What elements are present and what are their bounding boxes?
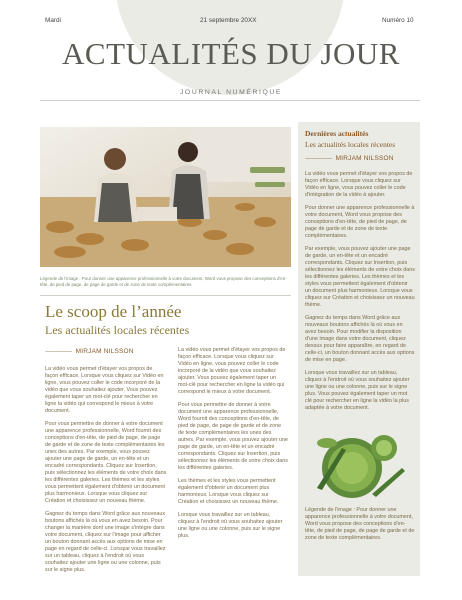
newspaper-subtitle: JOURNAL NUMÉRIQUE xyxy=(179,89,283,96)
sidebar-byline xyxy=(305,155,394,162)
byline-author: MIRJAM NILSSON xyxy=(75,348,134,355)
article-divider xyxy=(40,295,291,296)
masthead-divider xyxy=(40,100,420,101)
article-column-2 xyxy=(178,347,288,546)
newspaper-title: ACTUALITÉS DU JOUR xyxy=(62,36,400,71)
sidebar-paragraph: La vidéo vous permet d'étayer vos propos de façon efficace. Lorsque vous cliquez sur Vidéo en ligne, vous pouvez coller le code d'intégration de la vidéo à ajouter. xyxy=(305,171,413,198)
sidebar-paragraph: Gagnez du temps dans Word grâce aux nouveaux boutons affichés là où vous en avez besoin. Pour modifier la disposition d'une image dans votre document, cliquez dessus pour faire apparaître, en regard de celle-ci, un bouton donnant accès aux options de mise en page. xyxy=(305,315,415,363)
article-byline xyxy=(45,348,134,355)
article-headline: Le scoop de l’année xyxy=(45,302,182,321)
sidebar-text xyxy=(305,171,415,418)
sidebar-paragraph: Lorsque vous travaillez sur un tableau, cliquez à l'endroit où vous souhaitez ajouter une ligne ou une colonne, puis sur le signe plus. Vous pouvez également taper un mot clé pour rechercher en ligne la vidéo la plus adaptée à votre document. xyxy=(305,370,410,411)
sidebar-title: Dernières actualités xyxy=(305,129,369,138)
main-photo-caption: Légende de l'image : Pour donner une apparence professionnelle à votre document, Word vous propose des conceptions d'en-tête, de pied de page, de page de garde et de zone de texte complémentaires. xyxy=(40,276,287,287)
article-paragraph: La vidéo vous permet d'étayer vos propos de façon efficace. Lorsque vous cliquez sur Vidéo en ligne, vous pouvez coller le code incorporé de la vidéo que vous souhaitez ajouter. Vous pouvez également taper un mot-clé pour rechercher en ligne la vidéo qui correspond le mieux à votre document. xyxy=(178,347,286,395)
article-paragraph: Lorsque vous travaillez sur un tableau, cliquez à l'endroit où vous souhaitez ajouter une ligne ou une colonne, puis sur le signe plus. xyxy=(178,512,283,539)
article-paragraph: Les thèmes et les styles vous permettent également d'obtenir un document plus harmonieux. Lorsque vous cliquez sur Création et choisissez un nouveau thème. xyxy=(178,478,279,505)
sidebar-photo-caption: Légende de l'image : Pour donner une apparence professionnelle à votre document, Word vous propose des conceptions d'en-tête, de pied de page, de page de garde et de zone de texte complémentaires. xyxy=(305,507,415,541)
article-paragraph: La vidéo vous permet d'étayer vos propos de façon efficace. Lorsque vous cliquez sur Vidéo en ligne, vous pouvez coller le code incorporé de la vidéo que vous souhaitez ajouter. Vous pouvez également taper un mot-clé pour rechercher en ligne la vidéo qui correspond le mieux à votre document. xyxy=(45,366,164,414)
smoothie-photo xyxy=(312,428,408,499)
sidebar-paragraph: Par exemple, vous pouvez ajouter une page de garde, un en-tête et un encadré correspondants. Cliquez sur Insertion, puis sélectionnez les éléments de votre choix dans les différentes galeries. Les thèmes et les styles vous permettent également d'obtenir un document plus harmonieux. Lorsque vous cliquez sur Création et choisissez un nouveau thème. xyxy=(305,246,415,308)
article-paragraph: Pour vous permettre de donner à votre document une apparence professionnelle, Word fournit des conceptions d'en-tête, de pied de page, de page de garde et de zone de texte complémentaires les unes des autres. Par exemple, vous pouvez ajouter une page de garde, un en-tête et un encadré correspondants. Cliquez sur Insertion, puis sélectionnez les éléments de votre choix dans les différentes galeries. Les thèmes et les styles vous permettent également d'obtenir un document plus harmonieux. Lorsque vous cliquez sur Création et choisissez un nouveau thème. xyxy=(45,421,167,504)
byline-dashes: ---------------- xyxy=(45,348,72,355)
sidebar-subtitle: Les actualités locales récentes xyxy=(305,140,396,149)
article-subheadline: Les actualités locales récentes xyxy=(45,323,190,337)
sidebar-byline-dashes: ---------------- xyxy=(305,155,332,162)
date-label: 21 septembre 20XX xyxy=(200,17,257,24)
sidebar-paragraph: Pour donner une apparence professionnelle à votre document, Word vous propose des conceptions d'en-tête, de pied de page, de page de garde et de zone de texte complémentaires. xyxy=(305,205,415,239)
bakery-photo xyxy=(40,127,291,267)
article-paragraph: Pour vous permettre de donner à votre document une apparence professionnelle, Word fournit des conceptions d'en-tête, de pied de page, de page de garde et de zone de texte complémentaires les unes des autres. Par exemple, vous pouvez ajouter une page de garde, un en-tête et un encadré correspondants. Cliquez sur Insertion, puis sélectionnez les éléments de votre choix dans les différentes galeries. xyxy=(178,402,288,471)
issue-label: Numéro 10 xyxy=(382,17,414,24)
article-paragraph: Gagnez du temps dans Word grâce aux nouveaux boutons affichés là où vous en avez besoin. Pour changer la manière dont une image s'intègre dans votre document, cliquez sur l'image pour afficher un bouton donnant accès aux options de mise en page en regard de celle-ci. Lorsque vous travaillez sur un tableau, cliquez à l'endroit où vous souhaitez ajouter une ligne ou une colonne, puis sur le signe plus. xyxy=(45,511,166,573)
day-label: Mardi xyxy=(45,17,61,24)
sidebar-byline-author: MIRJAM NILSSON xyxy=(335,155,394,162)
article-column-1 xyxy=(45,366,167,580)
